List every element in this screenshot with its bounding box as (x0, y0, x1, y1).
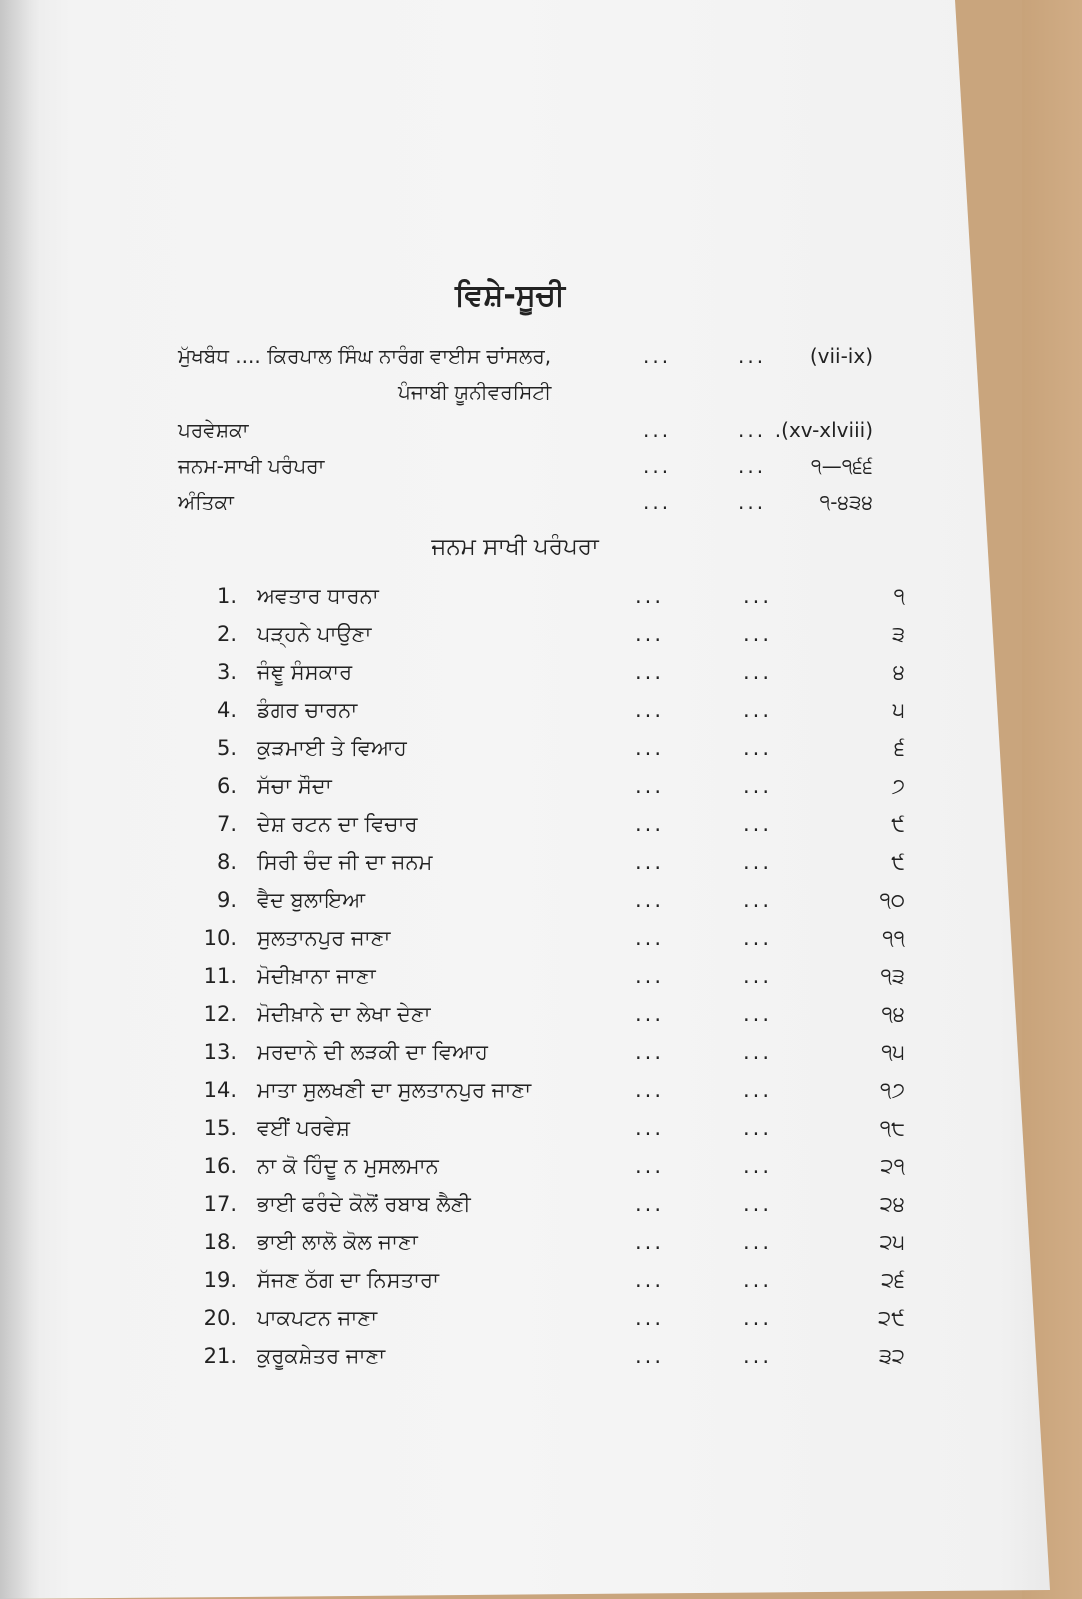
entry-number: 17. (203, 1192, 237, 1216)
front-matter-label-continued: ਪੰਜਾਬੀ ਯੂਨੀਵਰਸਿਟੀ (398, 380, 552, 404)
entry-number: 11. (203, 964, 237, 988)
entry-number: 1. (216, 584, 237, 608)
leader-dots: ... (743, 1344, 773, 1368)
leader-dots: ... (738, 490, 767, 514)
toc-entry (195, 926, 915, 956)
front-matter-label: ਮੁੱਖਬੰਧ .... ਕਿਰਪਾਲ ਸਿੰਘ ਨਾਰੰਗ ਵਾਈਸ ਚਾਂਸਲਰ, (178, 344, 552, 368)
leader-dots: ... (743, 850, 773, 874)
leader-dots: ... (738, 454, 767, 478)
toc-entry (195, 736, 915, 766)
entry-title: ਜੰਞੂ ਸੰਸਕਾਰ (257, 660, 353, 684)
leader-dots: ... (635, 812, 665, 836)
leader-dots: ... (743, 1230, 773, 1254)
front-matter-page: ੧-੪੩੪ (819, 490, 873, 514)
leader-dots: ... (743, 1306, 773, 1330)
entry-number: 9. (216, 888, 237, 912)
leader-dots: ... (635, 698, 665, 722)
leader-dots: ... (743, 774, 773, 798)
toc-entry (195, 660, 915, 690)
entry-page: ੧ (893, 584, 905, 608)
entry-page: ੧੮ (879, 1116, 905, 1140)
leader-dots: ... (743, 584, 773, 608)
leader-dots: ... (635, 1116, 665, 1140)
entry-title: ਸਿਰੀ ਚੰਦ ਜੀ ਦਾ ਜਨਮ (257, 850, 433, 874)
entry-page: ੧੪ (881, 1002, 905, 1026)
entry-page: ੩ (891, 622, 905, 646)
toc-entry (195, 622, 915, 652)
entry-page: ੧੧ (882, 926, 905, 950)
entry-page: ੭ (891, 774, 905, 798)
entry-number: 18. (203, 1230, 237, 1254)
entry-number: 14. (203, 1078, 237, 1102)
entry-title: ਪਾਕਪਟਨ ਜਾਣਾ (257, 1306, 378, 1330)
entry-page: ੨੯ (878, 1306, 905, 1330)
entry-number: 20. (203, 1306, 237, 1330)
entry-page: ੫ (892, 698, 905, 722)
entry-page: ੨੬ (881, 1268, 905, 1292)
toc-entry (195, 1040, 915, 1070)
front-matter-label: ਅੰਤਿਕਾ (178, 490, 234, 514)
toc-entry (195, 1078, 915, 1108)
leader-dots: ... (635, 1230, 665, 1254)
leader-dots: ... (635, 964, 665, 988)
leader-dots: ... (635, 1344, 665, 1368)
toc-entry (195, 888, 915, 918)
leader-dots: ... (643, 490, 672, 514)
leader-dots: ... (635, 1002, 665, 1026)
leader-dots: ... (743, 1154, 773, 1178)
front-matter-label: ਪਰਵੇਸ਼ਕਾ (178, 418, 249, 442)
toc-entry (195, 964, 915, 994)
leader-dots: ... (743, 1002, 773, 1026)
entry-number: 13. (203, 1040, 237, 1064)
entry-number: 6. (216, 774, 237, 798)
spine-shadow (0, 0, 40, 1599)
entry-page: ੧੦ (879, 888, 905, 912)
entry-page: ੪ (892, 660, 905, 684)
entry-number: 12. (203, 1002, 237, 1026)
leader-dots: ... (635, 660, 665, 684)
leader-dots: ... (743, 1268, 773, 1292)
leader-dots: ... (743, 926, 773, 950)
page-title: ਵਿਸ਼ੇ-ਸੂਚੀ (454, 278, 566, 313)
entry-page: ੯ (891, 812, 905, 836)
leader-dots: ... (635, 850, 665, 874)
toc-entry (195, 1344, 915, 1374)
entry-page: ੨੫ (879, 1230, 905, 1254)
leader-dots: ... (643, 418, 672, 442)
entry-number: 5. (216, 736, 237, 760)
entry-page: ੩੨ (878, 1344, 905, 1368)
toc-entry (195, 1230, 915, 1260)
entry-title: ਕੁਰੂਕਸ਼ੇਤਰ ਜਾਣਾ (257, 1344, 386, 1368)
leader-dots: ... (635, 736, 665, 760)
leader-dots: ... (635, 926, 665, 950)
toc-entry (195, 1116, 915, 1146)
leader-dots: ... (635, 584, 665, 608)
entry-title: ਅਵਤਾਰ ਧਾਰਨਾ (257, 584, 379, 608)
entry-number: 3. (216, 660, 237, 684)
toc-entry (195, 812, 915, 842)
toc-entry (195, 698, 915, 728)
leader-dots: ... (635, 774, 665, 798)
toc-entry (195, 1268, 915, 1298)
entry-number: 10. (203, 926, 237, 950)
leader-dots: ... (743, 964, 773, 988)
leader-dots: ... (743, 660, 773, 684)
leader-dots: ... (743, 1116, 773, 1140)
entry-title: ਭਾਈ ਫਰੰਦੇ ਕੋਲੋਂ ਰਬਾਬ ਲੈਣੀ (257, 1192, 471, 1216)
leader-dots: ... (743, 1192, 773, 1216)
toc-entry (195, 1192, 915, 1222)
front-matter-page: ੧—੧੬੬ (810, 454, 873, 478)
leader-dots: ... (743, 1040, 773, 1064)
entry-page: ੨੧ (880, 1154, 905, 1178)
entry-page: ੯ (891, 850, 905, 874)
entry-title: ਦੇਸ਼ ਰਟਨ ਦਾ ਵਿਚਾਰ (257, 812, 418, 836)
entry-title: ਮਰਦਾਨੇ ਦੀ ਲੜਕੀ ਦਾ ਵਿਆਹ (257, 1040, 488, 1064)
entry-number: 7. (216, 812, 237, 836)
entry-title: ਭਾਈ ਲਾਲੋ ਕੋਲ ਜਾਣਾ (257, 1230, 418, 1254)
front-matter-label: ਜਨਮ-ਸਾਖੀ ਪਰੰਪਰਾ (178, 454, 325, 478)
entry-page: ੧੩ (880, 964, 905, 988)
entry-number: 19. (203, 1268, 237, 1292)
entry-title: ਸੱਚਾ ਸੌਦਾ (257, 774, 332, 798)
leader-dots: ... (635, 888, 665, 912)
entry-title: ਪੜ੍ਹਨੇ ਪਾਉਣਾ (257, 622, 372, 646)
entry-title: ਕੁੜਮਾਈ ਤੇ ਵਿਆਹ (257, 736, 407, 760)
leader-dots: ... (635, 1154, 665, 1178)
entry-title: ਮੋਦੀਖ਼ਾਨੇ ਦਾ ਲੇਖਾ ਦੇਣਾ (257, 1002, 431, 1026)
entry-title: ਮਾਤਾ ਸੁਲਖਣੀ ਦਾ ਸੁਲਤਾਨਪੁਰ ਜਾਣਾ (257, 1078, 532, 1102)
leader-dots: ... (743, 888, 773, 912)
leader-dots: ... (738, 344, 767, 368)
leader-dots: ... (643, 454, 672, 478)
entry-number: 15. (203, 1116, 237, 1140)
front-matter-page: .(xv-xlviii) (774, 418, 873, 442)
entry-title: ਸੁਲਤਾਨਪੁਰ ਜਾਣਾ (257, 926, 391, 950)
entry-number: 16. (203, 1154, 237, 1178)
toc-entry (195, 1306, 915, 1336)
entry-number: 21. (203, 1344, 237, 1368)
entry-title: ਵਈਂ ਪਰਵੇਸ਼ (257, 1116, 351, 1140)
leader-dots: ... (738, 418, 767, 442)
toc-entry (195, 584, 915, 614)
entry-title: ਸੱਜਣ ਠੱਗ ਦਾ ਨਿਸਤਾਰਾ (257, 1268, 440, 1292)
toc-entry (195, 850, 915, 880)
entry-number: 8. (216, 850, 237, 874)
entry-page: ੨੪ (879, 1192, 905, 1216)
leader-dots: ... (635, 1192, 665, 1216)
leader-dots: ... (635, 622, 665, 646)
entry-page: ੬ (894, 736, 905, 760)
leader-dots: ... (643, 344, 672, 368)
leader-dots: ... (743, 1078, 773, 1102)
leader-dots: ... (743, 736, 773, 760)
entry-title: ਮੋਦੀਖ਼ਾਨਾ ਜਾਣਾ (257, 964, 376, 988)
entry-number: 4. (216, 698, 237, 722)
entry-title: ਨਾ ਕੋ ਹਿੰਦੂ ਨ ਮੁਸਲਮਾਨ (257, 1154, 439, 1178)
front-matter-page: (vii-ix) (809, 344, 873, 368)
section-heading: ਜਨਮ ਸਾਖੀ ਪਰੰਪਰਾ (431, 534, 599, 560)
toc-entry (195, 774, 915, 804)
leader-dots: ... (635, 1078, 665, 1102)
leader-dots: ... (635, 1040, 665, 1064)
leader-dots: ... (743, 622, 773, 646)
leader-dots: ... (743, 698, 773, 722)
entry-page: ੧੫ (881, 1040, 905, 1064)
entry-page: ੧੭ (880, 1078, 905, 1102)
leader-dots: ... (743, 812, 773, 836)
entry-title: ਡੰਗਰ ਚਾਰਨਾ (257, 698, 358, 722)
toc-entry (195, 1002, 915, 1032)
leader-dots: ... (635, 1268, 665, 1292)
entry-title: ਵੈਦ ਬੁਲਾਇਆ (257, 888, 366, 912)
entry-number: 2. (216, 622, 237, 646)
toc-entry (195, 1154, 915, 1184)
leader-dots: ... (635, 1306, 665, 1330)
